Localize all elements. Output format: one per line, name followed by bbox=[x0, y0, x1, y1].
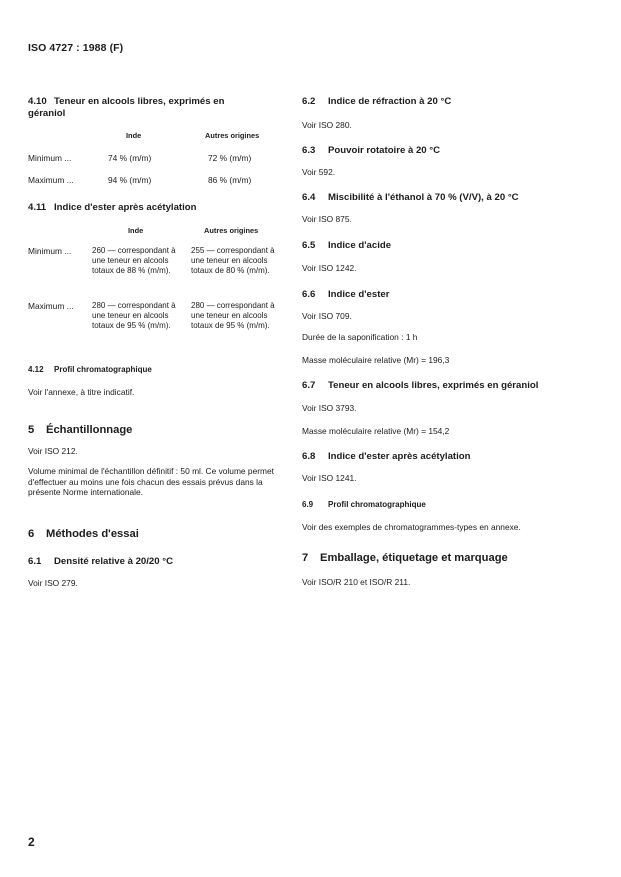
col-header-inde: Inde bbox=[126, 131, 142, 140]
section-4-10-heading-cont: géraniol bbox=[28, 108, 66, 119]
section-6-6-mass: Masse moléculaire relative (Mr) = 196,3 bbox=[302, 355, 450, 365]
row-max-label: Maximum ... bbox=[28, 175, 74, 185]
section-4-12-text: Voir l'annexe, à titre indicatif. bbox=[28, 387, 135, 397]
section-6-1-heading: 6.1 Densité relative à 20/20 °C bbox=[28, 556, 174, 567]
row-min-inde: 74 % (m/m) bbox=[108, 153, 152, 163]
row-max-inde: 94 % (m/m) bbox=[108, 175, 152, 185]
section-6-8-text: Voir ISO 1241. bbox=[302, 473, 357, 483]
section-6-7-mass: Masse moléculaire relative (Mr) = 154,2 bbox=[302, 426, 450, 436]
row-min-autres: 255 — correspondant à une teneur en alcools totaux de 80 % (m/m). bbox=[191, 246, 275, 275]
section-6-6-heading: 6.6 Indice d'ester bbox=[302, 289, 390, 300]
section-6-2-heading: 6.2 Indice de réfraction à 20 °C bbox=[302, 96, 452, 107]
col-header-autres: Autres origines bbox=[204, 226, 259, 235]
section-7-heading: 7 Emballage, étiquetage et marquage bbox=[302, 552, 508, 564]
col-header-autres: Autres origines bbox=[205, 131, 260, 140]
section-6-4-text: Voir ISO 875. bbox=[302, 214, 352, 224]
row-min-label: Minimum ... bbox=[28, 153, 72, 163]
row-max-autres: 86 % (m/m) bbox=[208, 175, 252, 185]
section-7-text: Voir ISO/R 210 et ISO/R 211. bbox=[302, 577, 411, 587]
section-6-6-duration: Durée de la saponification : 1 h bbox=[302, 332, 418, 342]
col-header-inde: Inde bbox=[128, 226, 144, 235]
section-4-12-heading: 4.12 Profil chromatographique bbox=[28, 365, 152, 374]
page-number: 2 bbox=[28, 835, 35, 849]
section-6-4-heading: 6.4 Miscibilité à l'éthanol à 70 % (V/V), à 20 °C bbox=[302, 192, 519, 203]
section-6-9-text: Voir des exemples de chromatogrammes-types en annexe. bbox=[302, 522, 521, 532]
section-6-6-text: Voir ISO 709. bbox=[302, 311, 352, 321]
section-5-text: Voir ISO 212. bbox=[28, 446, 78, 456]
section-6-5-heading: 6.5 Indice d'acide bbox=[302, 240, 392, 251]
section-5-paragraph: Volume minimal de l'échantillon définitif : 50 ml. Ce volume permet d'effectuer au moins une fois chacun des essais prévus dans la présente Norme internationale. bbox=[28, 466, 274, 498]
section-6-2-text: Voir ISO 280. bbox=[302, 120, 352, 130]
section-6-heading: 6 Méthodes d'essai bbox=[28, 528, 139, 540]
section-6-3-heading: 6.3 Pouvoir rotatoire à 20 °C bbox=[302, 145, 441, 156]
section-6-8-heading: 6.8 Indice d'ester après acétylation bbox=[302, 451, 471, 462]
row-max-autres: 280 — correspondant à une teneur en alcools totaux de 95 % (m/m). bbox=[191, 301, 275, 330]
row-min-label: Minimum ... bbox=[28, 246, 72, 256]
section-4-11-heading: 4.11 Indice d'ester après acétylation bbox=[28, 202, 197, 213]
section-6-7-text: Voir ISO 3793. bbox=[302, 403, 357, 413]
row-max-label: Maximum ... bbox=[28, 301, 74, 311]
section-6-9-heading: 6.9 Profil chromatographique bbox=[302, 500, 426, 509]
row-max-inde: 280 — correspondant à une teneur en alcools totaux de 95 % (m/m). bbox=[92, 301, 176, 330]
section-6-3-text: Voir 592. bbox=[302, 167, 336, 177]
section-4-10-heading: 4.10 Teneur en alcools libres, exprimés en bbox=[28, 96, 225, 107]
row-min-autres: 72 % (m/m) bbox=[208, 153, 252, 163]
section-5-heading: 5 Échantillonnage bbox=[28, 424, 133, 436]
page-header: ISO 4727 : 1988 (F) bbox=[28, 42, 124, 54]
section-6-7-heading: 6.7 Teneur en alcools libres, exprimés en géraniol bbox=[302, 380, 539, 391]
row-min-inde: 260 — correspondant à une teneur en alcools totaux de 88 % (m/m). bbox=[92, 246, 176, 275]
section-6-1-text: Voir ISO 279. bbox=[28, 578, 78, 588]
section-6-5-text: Voir ISO 1242. bbox=[302, 263, 357, 273]
